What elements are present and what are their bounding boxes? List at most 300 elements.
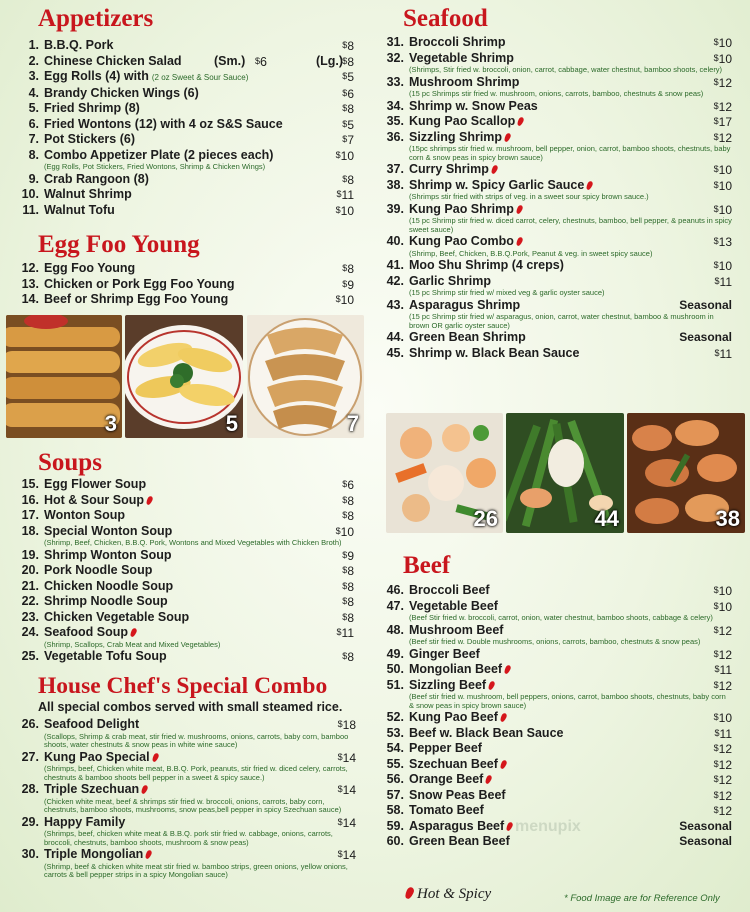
egg-rolls-photo [6, 315, 122, 438]
dollar-sign: $ [342, 278, 348, 289]
price-value: 14 [342, 750, 356, 765]
item-name: Triple Mongolian [44, 847, 144, 861]
item-number: 16. [21, 492, 39, 507]
soups-list [18, 477, 354, 665]
item-price [342, 172, 354, 189]
chili-pepper-icon [404, 886, 415, 900]
item-size-large: (Lg.) [316, 53, 344, 68]
item-number: 47. [386, 598, 404, 613]
chili-pepper-icon [490, 164, 498, 174]
menu-item [18, 69, 354, 86]
item-name: Green Bean Beef [409, 834, 510, 848]
price-value: 12 [718, 647, 732, 662]
menu-item [383, 202, 732, 235]
item-description: (Shrimps, beef, Chicken white meat, B.B.Q. Pork, peanuts, stir fried w. diced celery, carrots, chestnuts & bamboo shoots bell pepper in a sweet & spicy sauce.) [44, 764, 348, 782]
item-description: (Shrimps stir fried with strips of veg. in a sweet sour spicy brown sauce.) [409, 192, 649, 201]
item-name: Chicken Vegetable Soup [44, 609, 190, 624]
item-name: Egg Flower Soup [44, 477, 147, 491]
chili-pepper-icon [503, 664, 511, 674]
item-number: 51. [386, 677, 404, 692]
menu-item [383, 772, 732, 788]
item-name: Kung Pao Special [44, 749, 150, 764]
dollar-sign: $ [713, 743, 719, 753]
dollar-sign: $ [713, 648, 719, 659]
house-combo-subtitle: All special combos served with small steamed rice. [38, 700, 343, 714]
dollar-sign: $ [713, 76, 719, 87]
item-price [714, 51, 732, 68]
dollar-sign: $ [713, 100, 719, 111]
item-number: 42. [386, 273, 404, 288]
green-bean-shrimp-photo [506, 413, 624, 533]
chili-pepper-icon [515, 236, 523, 246]
item-description: (Shrimp, Scallops, Crab Meat and Mixed Vegetables) [44, 639, 221, 649]
item-name: Chinese Chicken Salad [44, 53, 182, 68]
item-number: 56. [386, 772, 404, 786]
item-name: Shrimp Wonton Soup [44, 547, 172, 562]
price-value: 11 [719, 346, 732, 361]
item-name: Sizzling Beef [409, 677, 487, 692]
item-number: 50. [386, 662, 404, 676]
seafood-list [383, 35, 732, 361]
price-value: 11 [719, 726, 732, 741]
menu-item [383, 274, 732, 298]
item-number: 60. [386, 834, 404, 848]
item-price [714, 647, 732, 664]
egg-foo-young-title: Egg Foo Young [38, 231, 200, 258]
price-value: 8 [347, 595, 354, 609]
item-name: Seafood Soup [44, 625, 129, 639]
item-name: Hot & Sour Soup [44, 492, 144, 507]
dollar-sign: $ [713, 203, 719, 214]
dollar-sign: $ [713, 236, 719, 246]
chili-pepper-icon [586, 180, 594, 190]
menu-item [383, 75, 732, 99]
item-description: (Beef stir fried w. Double mushrooms, onions, carrots, bamboo, chestnuts & snow peas) [409, 637, 701, 646]
spicy-garlic-shrimp-photo [627, 413, 745, 533]
chili-pepper-icon [499, 712, 507, 722]
item-price [336, 203, 354, 220]
dollar-sign: $ [713, 131, 719, 142]
dollar-sign: $ [337, 751, 343, 762]
price-value: 11 [341, 188, 354, 202]
price-value: 10 [718, 599, 732, 614]
dollar-sign: $ [713, 789, 719, 800]
price-value: 10 [340, 293, 354, 307]
price-value: 6 [260, 54, 267, 69]
dollar-sign: $ [335, 294, 341, 304]
price-value: 12 [718, 742, 732, 756]
menu-item [18, 477, 354, 493]
menu-item [18, 750, 356, 783]
house-combo-title: House Chef's Special Combo [38, 673, 328, 699]
dollar-sign: $ [335, 204, 341, 215]
item-number: 29. [21, 814, 39, 829]
dollar-sign: $ [713, 52, 719, 63]
chili-pepper-icon [485, 774, 493, 784]
dollar-sign: $ [713, 624, 719, 635]
menu-item [18, 649, 354, 665]
item-number: 33. [386, 74, 404, 89]
item-price [679, 834, 732, 850]
dollar-sign: $ [713, 774, 719, 784]
item-price [714, 162, 732, 179]
item-price [342, 477, 354, 494]
item-description: (15 pc Shrimp stir fried w. diced carrot, celery, chestnuts, bamboo, bell pepper, & peanuts in spicy sweet sauce) [409, 216, 732, 234]
dollar-sign: $ [713, 600, 719, 611]
item-name: Walnut Tofu [44, 202, 115, 217]
chili-pepper-icon [517, 116, 525, 126]
item-number: 52. [386, 710, 404, 724]
item-price [714, 130, 732, 147]
dollar-sign: $ [342, 651, 348, 661]
price-value: 7 [347, 133, 354, 147]
item-number: 7. [28, 132, 39, 146]
price-value: 10 [340, 203, 354, 218]
item-number: 4. [28, 85, 39, 100]
item-name: Tomato Beef [409, 803, 484, 817]
item-number: 39. [386, 201, 404, 216]
chili-pepper-icon [129, 627, 137, 637]
item-name: Asparagus Beef [409, 818, 505, 833]
item-description: (15 pc Shrimp stir fried w/ mixed veg & garlic oyster sauce) [409, 288, 605, 297]
price-value: 14 [342, 815, 356, 830]
hot-spicy-legend [403, 886, 491, 903]
item-price [714, 803, 732, 820]
dollar-sign: $ [335, 149, 341, 160]
menu-item [383, 834, 732, 850]
dollar-sign: $ [342, 87, 348, 98]
pot-stickers-photo [247, 315, 364, 438]
item-name: Beef or Shrimp Egg Foo Young [44, 292, 229, 306]
chili-pepper-icon [503, 132, 511, 142]
menu-item [383, 741, 732, 757]
item-name: Seafood Delight [44, 717, 140, 731]
item-number: 23. [21, 609, 39, 624]
appetizers-list [18, 38, 354, 218]
dollar-sign: $ [342, 40, 348, 50]
menu-item [383, 710, 732, 726]
dollar-sign: $ [713, 712, 719, 722]
item-description: (Beef stir fried w. mushroom, bell peppers, onions, carrot, bamboo shoots, chestnuts, baby corn & snow peas in spicy brown sauce) [409, 692, 726, 710]
dollar-sign: $ [342, 103, 348, 113]
menu-item [18, 277, 354, 293]
item-description: (Shrimp, Beef, Chicken, B.B.Q.Pork, Peanut & veg. in sweet spicy sauce) [409, 248, 653, 258]
item-name: Wonton Soup [44, 508, 125, 522]
menu-item [18, 86, 354, 102]
item-description: (15 pc Shrimp stir fried w/ asparagus, onion, carrot, water chestnut, bamboo & mushroom in brown OR garlic oyster sauce) [409, 312, 714, 330]
dollar-sign: $ [342, 549, 348, 560]
item-name: Combo Appetizer Plate (2 pieces each) [44, 147, 274, 162]
item-price [715, 346, 732, 363]
item-number: 31. [386, 35, 404, 49]
item-description: (Shrimps, Stir fried w. broccoli, onion, carrot, cabbage, water chestnut, bamboo shoots, celery) [409, 65, 723, 74]
menu-item [383, 298, 732, 331]
item-price [679, 330, 732, 346]
menu-item [383, 803, 732, 819]
item-note: (2 oz Sweet & Sour Sauce) [151, 73, 249, 82]
dollar-sign: $ [713, 179, 719, 190]
beef-list [383, 583, 732, 850]
dollar-sign: $ [337, 719, 343, 729]
menu-item [383, 647, 732, 663]
seafood-combo-photo [386, 413, 503, 533]
price-value: 8 [347, 54, 354, 69]
price-value: 10 [340, 524, 354, 539]
item-description: (Shrimp, beef & chicken white meat stir fried w. bamboo strips, green onions, yellow onions, carrots & bell pepper strips in a spicy Mongolian sauce) [44, 861, 348, 879]
dollar-sign: $ [713, 679, 719, 690]
item-price [342, 54, 354, 71]
seafood-title: Seafood [403, 5, 488, 32]
menu-item [18, 847, 356, 880]
item-name: B.B.Q. Pork [44, 38, 114, 52]
item-name: Shrimp Noodle Soup [44, 594, 168, 608]
item-name: Broccoli Beef [409, 583, 490, 597]
item-number: 11. [22, 202, 39, 217]
dollar-sign: $ [342, 510, 348, 520]
dollar-sign: $ [337, 784, 343, 794]
item-price [714, 772, 732, 789]
chili-pepper-icon [506, 821, 514, 831]
item-description: (Beef Stir fried w. broccoli, carrot, onion, water chestnut, bamboo shoots, cabbage & celery) [409, 613, 713, 622]
item-number: 21. [21, 578, 39, 593]
item-description: (Chicken white meat, beef & shrimps stir fried w. broccoli, onions, carrots, baby corn, chestnuts, bamboo shoots, mushrooms, snow peas,bell pepper in spicy Szechuan sauce) [44, 796, 342, 814]
item-price [342, 86, 354, 103]
dollar-sign: $ [342, 263, 348, 273]
item-name: Moo Shu Shrimp (4 creps) [409, 258, 564, 272]
item-number: 20. [21, 563, 39, 577]
item-name: Beef w. Black Bean Sauce [409, 725, 564, 740]
price-value: 11 [719, 274, 732, 289]
item-number: 17. [21, 508, 39, 522]
item-name: Triple Szechuan [44, 782, 140, 796]
item-price [342, 493, 354, 510]
dollar-sign: $ [342, 611, 348, 622]
price-value: 5 [347, 117, 354, 132]
item-price [338, 717, 356, 734]
item-number: 40. [386, 234, 404, 248]
price-value: 8 [347, 39, 354, 53]
appetizers-title: Appetizers [38, 5, 154, 32]
price-value: 8 [347, 172, 354, 187]
dollar-sign: $ [713, 164, 719, 174]
item-number: 8. [28, 147, 39, 162]
item-price [342, 38, 354, 55]
legend-label: Hot & Spicy [417, 886, 492, 902]
menu-item [383, 130, 732, 163]
price-value: Seasonal [679, 818, 732, 833]
item-name: Curry Shrimp [409, 162, 489, 176]
dollar-sign: $ [342, 71, 348, 81]
item-description: (15 pc Shrimps stir fried w. mushroom, onions, carrots, bamboo, chestnuts & snow peas) [409, 89, 704, 98]
item-price [714, 178, 732, 195]
dollar-sign: $ [342, 173, 348, 184]
photo-number: 3 [104, 411, 117, 436]
menu-item [18, 187, 354, 203]
price-value: Seasonal [679, 297, 732, 312]
item-number: 44. [386, 330, 404, 344]
item-name: Mushroom Shrimp [409, 74, 520, 89]
price-value: 9 [347, 277, 354, 292]
price-value: Seasonal [679, 330, 732, 344]
item-number: 37. [386, 162, 404, 176]
price-value: 14 [342, 783, 356, 797]
item-name: Sizzling Shrimp [409, 129, 503, 144]
item-name: Special Wonton Soup [44, 523, 173, 538]
item-price [714, 710, 732, 727]
item-name: Broccoli Shrimp [409, 35, 506, 49]
item-price [338, 750, 356, 767]
item-name: Kung Pao Scallop [409, 114, 516, 128]
menu-item [18, 54, 354, 70]
item-description: (15pc shrimps stir fried w. mushroom, bell pepper, onion, carrot, bamboo shoots, chestnuts, baby corn & snow peas in spicy brown sauce) [409, 144, 731, 162]
item-name: Pot Stickers (6) [44, 132, 136, 146]
price-value: 8 [347, 509, 354, 523]
item-price-small [255, 54, 267, 71]
item-number: 46. [386, 583, 404, 597]
menu-item [383, 35, 732, 51]
item-price [342, 508, 354, 525]
dollar-sign: $ [255, 55, 261, 66]
price-value: 8 [347, 650, 354, 664]
menu-item [18, 610, 354, 626]
price-value: 8 [347, 262, 354, 276]
item-name: Kung Pao Combo [409, 234, 514, 248]
item-price [336, 148, 354, 165]
photo-number: 26 [473, 506, 498, 531]
item-price [337, 625, 354, 642]
item-number: 13. [21, 276, 39, 291]
item-price [714, 202, 732, 219]
item-number: 41. [386, 258, 404, 272]
dollar-sign: $ [713, 585, 719, 595]
menu-item [18, 815, 356, 848]
item-name: Fried Wontons (12) with 4 oz S&S Sauce [44, 116, 283, 131]
item-price [714, 234, 732, 251]
item-price [338, 847, 356, 864]
item-name: Shrimp w. Spicy Garlic Sauce [409, 177, 585, 192]
photo-number: 5 [225, 411, 238, 436]
menu-item [383, 330, 732, 346]
item-description: (Egg Rolls, Pot Stickers, Fried Wontons, Shrimp & Chicken Wings) [44, 162, 266, 171]
chili-pepper-icon [141, 784, 149, 794]
photo-number: 7 [346, 411, 359, 436]
menu-item [18, 132, 354, 148]
egg-foo-young-list [18, 261, 354, 308]
dollar-sign: $ [714, 664, 720, 674]
item-price [342, 69, 354, 86]
item-price [342, 132, 354, 149]
menu-item [18, 717, 356, 750]
menu-item [383, 599, 732, 623]
item-price [342, 649, 354, 666]
price-value: 5 [347, 70, 354, 84]
item-price [338, 782, 356, 799]
item-price [714, 623, 732, 640]
menu-item [383, 678, 732, 711]
item-name: Chicken or Pork Egg Foo Young [44, 276, 235, 291]
menu-item [383, 51, 732, 75]
item-price [714, 114, 732, 131]
footnote: * Food Image are for Reference Only [564, 893, 720, 904]
item-price [337, 187, 354, 204]
item-price [342, 261, 354, 278]
price-value: 8 [347, 579, 354, 594]
item-price [714, 258, 732, 275]
dollar-sign: $ [336, 627, 342, 637]
item-number: 2. [28, 53, 39, 68]
item-number: 22. [21, 594, 39, 608]
fried-shrimp-photo [125, 315, 243, 438]
chili-pepper-icon [515, 204, 523, 214]
menu-item [18, 508, 354, 524]
price-value: 12 [718, 788, 732, 803]
price-value: 8 [347, 564, 354, 578]
item-name: Vegetable Tofu Soup [44, 649, 167, 663]
price-value: 10 [340, 148, 354, 163]
item-number: 18. [21, 523, 39, 538]
menu-item [383, 99, 732, 115]
menu-item [18, 172, 354, 188]
chili-pepper-icon [487, 680, 495, 690]
item-number: 6. [28, 116, 39, 131]
chili-pepper-icon [499, 759, 507, 769]
soups-title: Soups [38, 449, 102, 476]
menu-item [383, 234, 732, 258]
price-value: 11 [719, 663, 732, 677]
price-value: Seasonal [679, 834, 732, 848]
price-value: 11 [341, 626, 354, 640]
item-price [342, 101, 354, 118]
price-value: 12 [718, 99, 732, 114]
photo-number: 44 [594, 506, 619, 531]
menu-item [18, 292, 354, 308]
price-value: 14 [342, 848, 356, 862]
item-name: Garlic Shrimp [409, 273, 491, 288]
item-price [679, 819, 732, 835]
price-value: 12 [718, 678, 732, 693]
item-name: Happy Family [44, 814, 126, 829]
price-value: 18 [342, 718, 356, 732]
menu-item [18, 148, 354, 172]
item-number: 55. [386, 756, 404, 771]
house-combo-list [18, 717, 356, 880]
item-number: 9. [28, 171, 39, 186]
dollar-sign: $ [713, 37, 719, 47]
item-number: 48. [386, 622, 404, 637]
dollar-sign: $ [714, 727, 720, 738]
item-name: Green Bean Shrimp [409, 330, 526, 344]
item-name: Egg Rolls (4) with [44, 69, 149, 83]
item-number: 3. [28, 69, 39, 83]
dollar-sign: $ [342, 55, 348, 66]
dollar-sign: $ [342, 118, 348, 129]
dollar-sign: $ [337, 816, 343, 827]
price-value: 10 [718, 202, 732, 217]
item-name: Kung Pao Shrimp [409, 201, 514, 216]
item-number: 10. [21, 187, 39, 201]
item-price [714, 678, 732, 695]
dollar-sign: $ [342, 479, 348, 489]
item-price [342, 594, 354, 611]
menu-item [18, 261, 354, 277]
item-price [342, 548, 354, 565]
price-value: 8 [347, 102, 354, 116]
menu-item [383, 114, 732, 130]
item-name: Shrimp w. Snow Peas [409, 98, 538, 113]
menu-item [18, 524, 354, 548]
item-price [715, 662, 732, 679]
dollar-sign: $ [342, 596, 348, 606]
